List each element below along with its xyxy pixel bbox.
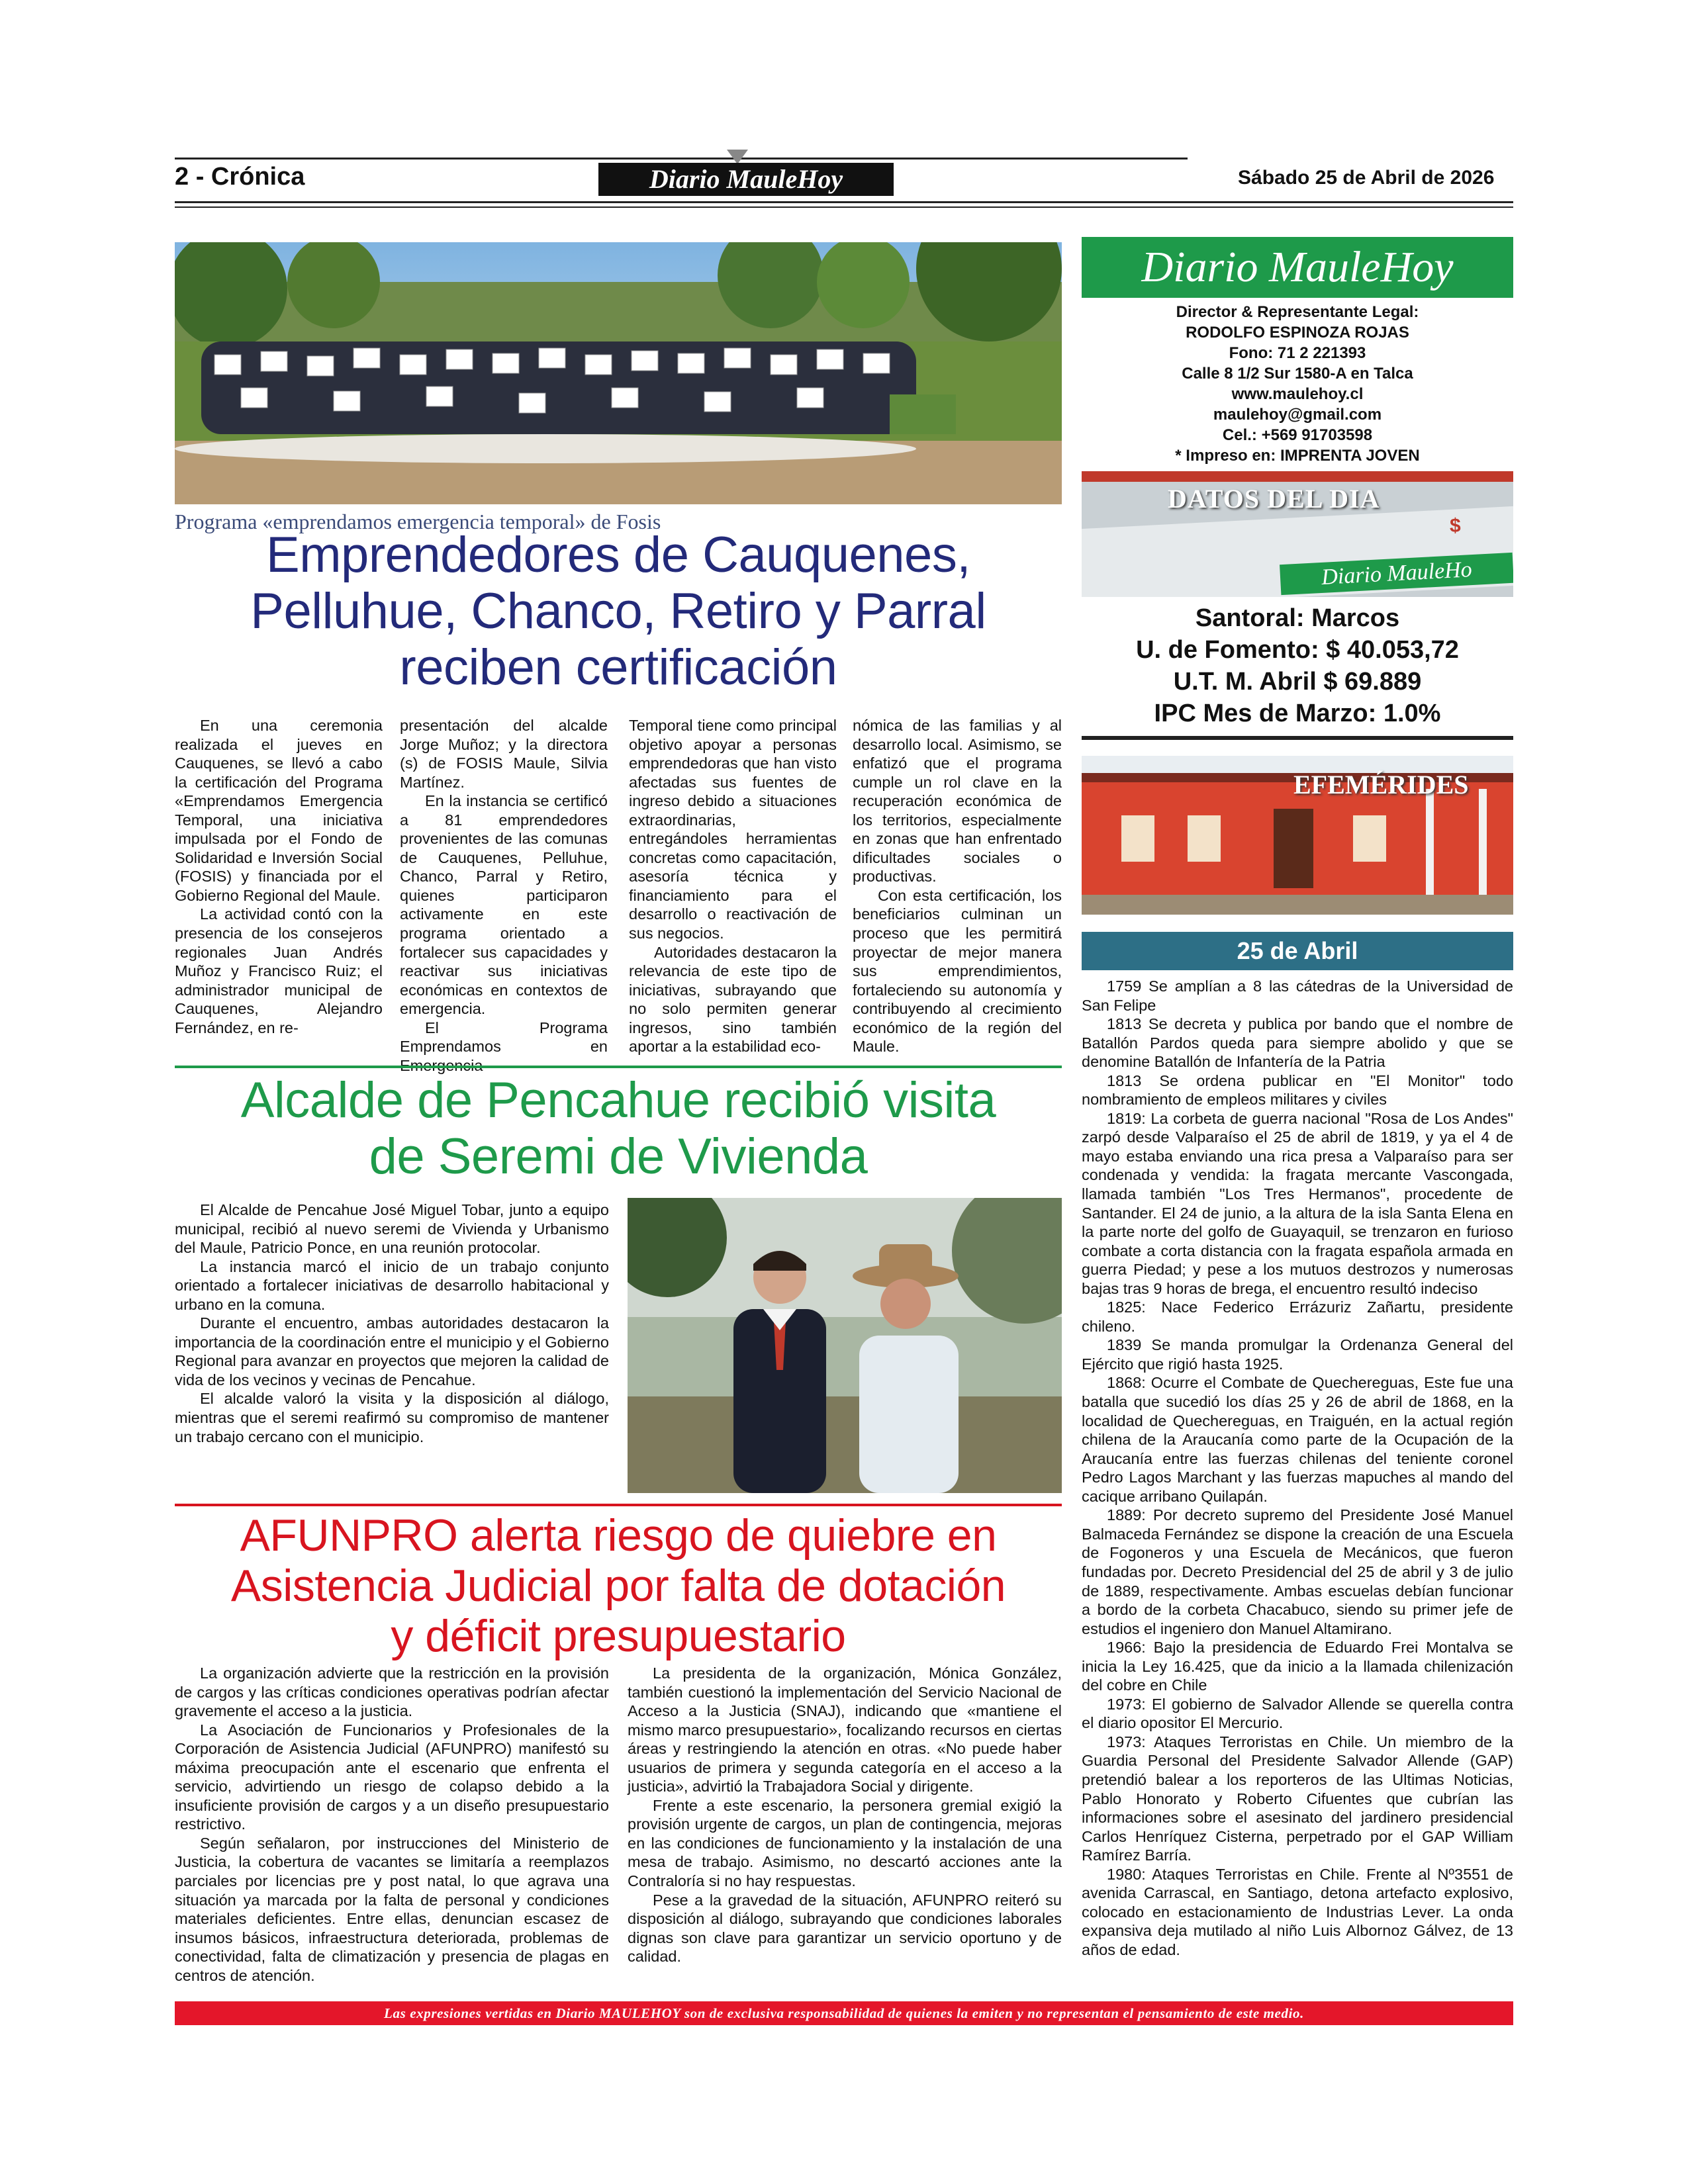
- efemeride-item: 1813 Se decreta y publica por bando que el nombre de Batallón Pardos queda para siempre abolido y que se denomine Batallón de Infantería de la Patria: [1082, 1015, 1513, 1071]
- efemerides-date-banner: 25 de Abril: [1082, 932, 1513, 970]
- masthead-line: Cel.: +569 91703598: [1222, 426, 1373, 444]
- paragraph: La presidenta de la organización, Mónica González, también cuestionó la implementación del Servicio Nacional de Acceso a la Justicia (SNAJ), indicando que «mantiene el mismo marco presupuestario», focalizando recursos en ciertas áreas y restringiendo la atención en otras. «No puede haber usuarios de primera y segunda categoría en el acceso a la justicia», advirtió la Trabajadora Social y dirigente.: [628, 1664, 1062, 1796]
- headline-line: reciben certificación: [399, 639, 837, 696]
- headline-line: y déficit presupuestario: [391, 1611, 846, 1662]
- group-photo-illustration: [175, 242, 1062, 504]
- page-section-label: 2 - Crónica: [175, 163, 305, 191]
- stat-ipc: IPC Mes de Marzo: 1.0%: [1154, 700, 1441, 727]
- efemeride-item: 1889: Por decreto supremo del Presidente José Manuel Balmaceda Fernández se dispone la creación de una Escuela de Fogoneros y una Escuela de Mecánicos, que fueron fundadas por. Decreto Presidencial del 25 de abril y 3 de julio de 1889, respectivamente. Ambas escuelas debían funcionar a bordo de la corbeta Chacabuco, siendo su primer jefe de estudios el ingeniero don Manuel Altamirano.: [1082, 1506, 1513, 1637]
- efemeride-item: 1868: Ocurre el Combate de Quechereguas, Este fue una batalla que sucedió los días 25 y 26 de abril de 1868, en la localidad de Quechereguas, en Traiguén, en la actual región chilena de la Araucanía como parte de la Ocupación de la Araucanía entre las fuerzas chilenas del teniente coronel Pedro Lagos Marchant y las fuerzas mapuches al mando del cacique arribano Quilapán.: [1082, 1374, 1513, 1505]
- paragraph: Temporal tiene como principal objetivo apoyar a personas emprendedoras que han visto afectadas sus fuentes de ingreso debido a situaciones extraordinarias, entregándoles herramientas concretas como capacitación, asesoría técnica y financiamiento para el desarrollo o reactivación de sus negocios.: [629, 717, 837, 942]
- headline-line: Pelluhue, Chanco, Retiro y Parral: [250, 583, 986, 640]
- article1-headline: [175, 527, 1062, 696]
- headline-line: AFUNPRO alerta riesgo de quiebre en: [240, 1510, 997, 1561]
- section-divider-red: [175, 1504, 1062, 1506]
- datos-bar: [1082, 471, 1513, 482]
- article3-headline: [175, 1510, 1062, 1661]
- header-pointer-mark: [727, 150, 748, 164]
- masthead-line: RODOLFO ESPINOZA ROJAS: [1186, 324, 1409, 341]
- masthead-line: Calle 8 1/2 Sur 1580-A en Talca: [1182, 365, 1413, 383]
- datos-newspaper-logo: Diario MauleHo: [1280, 553, 1513, 595]
- article2-headline: [175, 1072, 1062, 1185]
- currency-icon: $: [1450, 515, 1461, 537]
- paragraph: El Alcalde de Pencahue José Miguel Tobar, junto a equipo municipal, recibió al nuevo seremi de Vivienda y Urbanismo del Maule, Patricio Ponce, en una reunión protocolar.: [175, 1201, 609, 1257]
- sidebar-logo: Diario MauleHoy: [1082, 237, 1513, 298]
- header-rule: [175, 201, 1513, 203]
- efemeride-item: 1973: Ataques Terroristas en Chile. Un miembro de la Guardia Personal del Presidente Salvador Allende (GAP) pretendió balear a los reporteros de las Ultimas Noticias, Pablo Honorato y Roberto Cifuentes que cubrían las informaciones sobre el asesinato del jardinero presidencial Carlos Henríquez Cisterna, perpetrado por el GAP William Ramírez Barría.: [1082, 1733, 1513, 1864]
- paragraph: En una ceremonia realizada el jueves en Cauquenes, se llevó a cabo la certificación del Programa «Emprendamos Emergencia Temporal, una iniciativa impulsada por el Fondo de Solidaridad e Inversión Social (FOSIS) y financiada por el Gobierno Regional del Maule.: [175, 717, 383, 904]
- disclaimer-footer: Las expresiones vertidas en Diario MAULEHOY son de exclusiva responsabilidad de quienes la emiten y no representan el pensamiento de este medio.: [175, 2001, 1513, 2025]
- article1-column-4: [853, 716, 1062, 1056]
- efemeride-item: 1819: La corbeta de guerra nacional "Rosa de Los Andes" zarpó desde Valparaíso el 25 de abril de 1819, y ya el 4 de mayo estaba enviando una rica presa a Valparaíso para ser condenada y vendida: la fragata mercante Vascongada, llamada también "Los Tres Hermanos", procedente de Santander. El 24 de junio, a la altura de la isla Santa Elena en la parte norte del golfo de Guayaquil, se trenzaron en furioso combate a corta distancia con la fragata española armada en guerra Piedad; y pese a los mutuos destrozos y numerosas bajas tras 9 horas de brega, el encuentro resultó indeciso: [1082, 1109, 1513, 1297]
- paragraph: presentación del alcalde Jorge Muñoz; y la directora (s) de FOSIS Maule, Silvia Martínez.: [400, 717, 608, 791]
- header-rule: [175, 206, 1513, 208]
- efemeride-item: 1759 Se amplían a 8 las cátedras de la Universidad de San Felipe: [1082, 978, 1513, 1014]
- header-top-rule: [175, 158, 1188, 159]
- paragraph: La instancia marcó el inicio de un trabajo conjunto orientado a fortalecer iniciativas de desarrollo habitacional y urbano en la comuna.: [175, 1257, 609, 1313]
- datos-del-dia-band: [1082, 471, 1513, 597]
- article3-column-1: [175, 1664, 609, 1985]
- article1-column-2: [400, 716, 608, 1075]
- header-logo: Diario MauleHoy: [598, 163, 894, 196]
- headline-line: Alcalde de Pencahue recibió visita: [240, 1072, 996, 1128]
- paragraph: Con esta certificación, los beneficiarios culminan un proceso que les permitirá proyectar de mejor manera sus emprendimientos, fortaleciendo su autonomía y contribuyendo al crecimiento económico de la región del Maule.: [853, 886, 1062, 1056]
- paragraph: La Asociación de Funcionarios y Profesionales de la Corporación de Asistencia Judicial (AFUNPRO) manifestó su máxima preocupación ante el escenario que enfrenta el servicio, advirtiendo un riesgo de colapso debido a la insuficiente provisión de cargos y a un diseño presupuestario restrictivo.: [175, 1721, 609, 1833]
- paragraph: La organización advierte que la restricción en la provisión de cargos y las críticas condiciones operativas podrían afectar gravemente el acceso a la justicia.: [175, 1664, 609, 1720]
- paragraph: La actividad contó con la presencia de los consejeros regionales Juan Andrés Muñoz y Francisco Ruiz; el administrador municipal de Cauquenes, Alejandro Fernández, en re-: [175, 905, 383, 1036]
- paragraph: Autoridades destacaron la relevancia de este tipo de iniciativas, subrayando que no solo permiten generar ingresos, sino también aportar a la estabilidad eco-: [629, 943, 837, 1056]
- headline-line: Asistencia Judicial por falta de dotación: [230, 1561, 1006, 1612]
- article2-body: [175, 1201, 609, 1446]
- paragraph: En la instancia se certificó a 81 emprendedores provenientes de las comunas de Cauquenes, Pelluhue, Chanco, Parral y Retiro, quienes participaron activamente en este programa orientado a fortalecer sus capacidades y reactivar sus iniciativas económicas en contextos de emergencia.: [400, 792, 608, 1018]
- efemerides-title: EFEMÉRIDES: [1293, 770, 1469, 799]
- article1-column-3: [629, 716, 837, 1056]
- paragraph: Según señalaron, por instrucciones del Ministerio de Justicia, la cobertura de vacantes se limitaría a reemplazos parciales por licencias pre y post natal, lo que agrava una situación ya marcada por la falta de personal y condiciones materiales deficientes. Entre ellas, denuncian escasez de insumos básicos, infraestructura deteriorada, problemas de conectividad, falta de climatización y presencia de plagas en centros de atención.: [175, 1834, 609, 1984]
- masthead-line: Director & Representante Legal:: [1176, 303, 1419, 321]
- efemeride-item: 1813 Se ordena publicar en "El Monitor" todo nombramiento de empleos militares y civiles: [1082, 1071, 1513, 1109]
- article3-column-2: [628, 1664, 1062, 1966]
- stat-uf: U. de Fomento: $ 40.053,72: [1136, 636, 1459, 664]
- paragraph: El alcalde valoró la visita y la disposición al diálogo, mientras que el seremi reafirmó su compromiso de mantener un trabajo cercano con el municipio.: [175, 1390, 609, 1445]
- efemerides-list: [1082, 977, 1513, 1959]
- masthead-line: maulehoy@gmail.com: [1213, 406, 1382, 424]
- article2-photo-officials: [628, 1198, 1062, 1493]
- paragraph: Frente a este escenario, la personera gremial exigió la provisión urgente de cargos, un plan de contingencia, mejoras en las condiciones de funcionamiento y la instalación de una mesa de trabajo. Asimismo, no descartó acciones ante la Contraloría si no hay respuestas.: [628, 1796, 1062, 1890]
- headline-line: Emprendedores de Cauquenes,: [266, 527, 970, 583]
- efemeride-item: 1839 Se manda promulgar la Ordenanza General del Ejército que rigió hasta 1925.: [1082, 1336, 1513, 1373]
- datos-title: DATOS DEL DIA: [1168, 484, 1380, 514]
- paragraph: Durante el encuentro, ambas autoridades destacaron la importancia de la coordinación entre el municipio y el Gobierno Regional para avanzar en proyectos que mejoren la calidad de vida de los vecinos y vecinas de Pencahue.: [175, 1314, 609, 1388]
- paragraph: El Programa Emprendamos en: [400, 1019, 608, 1056]
- efemeride-item: 1980: Ataques Terroristas en Chile. Frente al Nº3551 de avenida Carrascal, en Santiago, detona artefacto explosivo, colocado en estacionamiento de Industrias Lever. La onda expansiva deja mutilado al niño Luis Albornoz Gálvez, de 13 años de edad.: [1082, 1865, 1513, 1958]
- efemerides-band: [1082, 756, 1513, 915]
- masthead-line: Fono: 71 2 221393: [1229, 344, 1366, 362]
- efemeride-item: 1966: Bajo la presidencia de Eduardo Frei Montalva se inicia la Ley 16.425, que da inicio a la llamada chilenización del cobre en Chile: [1082, 1639, 1513, 1694]
- issue-date: Sábado 25 de Abril de 2026: [1238, 167, 1495, 189]
- stats-divider: [1082, 736, 1513, 740]
- paragraph: Pese a la gravedad de la situación, AFUNPRO reiteró su disposición al diálogo, subrayando que condiciones laborales dignas son clave para garantizar un servicio oportuno y de calidad.: [628, 1891, 1062, 1966]
- paragraph: nómica de las familias y al desarrollo local. Asimismo, se enfatizó que el programa cumple un rol clave en la recuperación económica de los territorios, especialmente en zonas que han enfrentado dificultades sociales o productivas.: [853, 717, 1062, 886]
- efemeride-item: 1825: Nace Federico Errázuriz Zañartu, presidente chileno.: [1082, 1298, 1513, 1335]
- headline-line: de Seremi de Vivienda: [369, 1128, 868, 1185]
- stat-santoral: Santoral: Marcos: [1195, 604, 1400, 632]
- article1-photo-group-certificates: [175, 242, 1062, 504]
- section-divider-green: [175, 1066, 1062, 1068]
- masthead-line: * Impreso en: IMPRENTA JOVEN: [1175, 447, 1420, 465]
- efemeride-item: 1973: El gobierno de Salvador Allende se querella contra el diario opositor El Mercurio.: [1082, 1695, 1513, 1732]
- officials-photo-illustration: [628, 1198, 1062, 1493]
- article1-kicker: Programa «emprendamos emergencia temporal» de Fosis: [175, 510, 661, 533]
- masthead-line: www.maulehoy.cl: [1231, 385, 1364, 403]
- article1-column-1: [175, 716, 383, 1037]
- stat-utm: U.T. M. Abril $ 69.889: [1173, 668, 1422, 696]
